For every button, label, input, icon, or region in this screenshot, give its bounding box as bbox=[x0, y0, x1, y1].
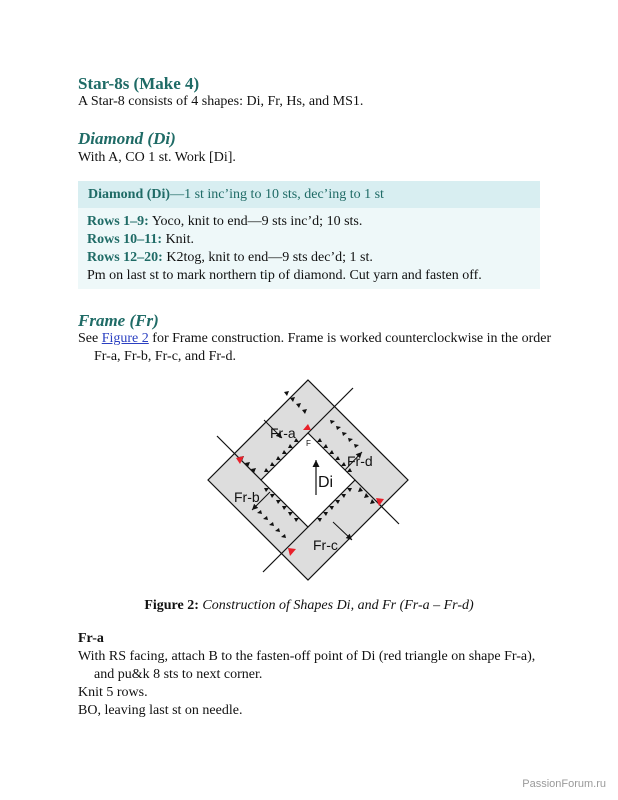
row-text: Yoco, knit to end—9 sts inc’d; 10 sts. bbox=[148, 214, 363, 229]
figure-2-caption bbox=[0, 597, 618, 615]
fr-a-para1: With RS facing, attach B to the fasten-off point of Di (red triangle on shape Fr-a), and pu&k 8 sts to next corner. bbox=[78, 649, 536, 682]
frame-intro-post: for Frame construction. Frame is worked counterclockwise in the order Fr-a, Fr-b, Fr-c, and Fr-d. bbox=[94, 331, 552, 364]
frame-intro-pre: See bbox=[78, 331, 102, 346]
section-heading-frame: Frame (Fr) bbox=[78, 311, 159, 330]
label-di: Di bbox=[318, 474, 334, 491]
figure-2-link[interactable]: Figure 2 bbox=[101, 331, 149, 346]
diamond-box-title-bold: Diamond (Di) bbox=[88, 187, 171, 202]
label-fr-a: Fr-a bbox=[270, 425, 296, 441]
label-fr-c: Fr-c bbox=[313, 537, 338, 553]
label-fr-d: Fr-d bbox=[347, 453, 373, 469]
diamond-note: Pm on last st to mark northern tip of diamond. Cut yarn and fasten off. bbox=[87, 268, 482, 283]
caption-bold: Figure 2: bbox=[144, 598, 199, 613]
row-text: K2tog, knit to end—9 sts dec’d; 1 st. bbox=[162, 250, 373, 265]
fr-a-para3: BO, leaving last st on needle. bbox=[78, 703, 243, 718]
label-f: F bbox=[306, 439, 311, 448]
section-heading-star8s: Star-8s (Make 4) bbox=[78, 74, 200, 93]
caption-italic: Construction of Shapes Di, and Fr (Fr-a – Fr-d) bbox=[198, 598, 474, 613]
label-fr-b: Fr-b bbox=[234, 489, 260, 505]
fr-a-para2: Knit 5 rows. bbox=[78, 685, 148, 700]
star8s-intro: A Star-8 consists of 4 shapes: Di, Fr, Hs, and MS1. bbox=[78, 94, 364, 109]
row-text: Knit. bbox=[162, 232, 194, 247]
section-heading-diamond: Diamond (Di) bbox=[78, 129, 176, 148]
row-label: Rows 12–20: bbox=[87, 250, 163, 265]
row-label: Rows 10–11: bbox=[87, 232, 163, 247]
diamond-intro: With A, CO 1 st. Work [Di]. bbox=[78, 150, 236, 165]
section-heading-fr-a: Fr-a bbox=[78, 631, 104, 646]
row-label: Rows 1–9: bbox=[87, 214, 149, 229]
watermark: PassionForum.ru bbox=[522, 778, 606, 790]
diamond-box-title-rest: —1 st inc’ing to 10 sts, dec’ing to 1 st bbox=[170, 187, 384, 202]
